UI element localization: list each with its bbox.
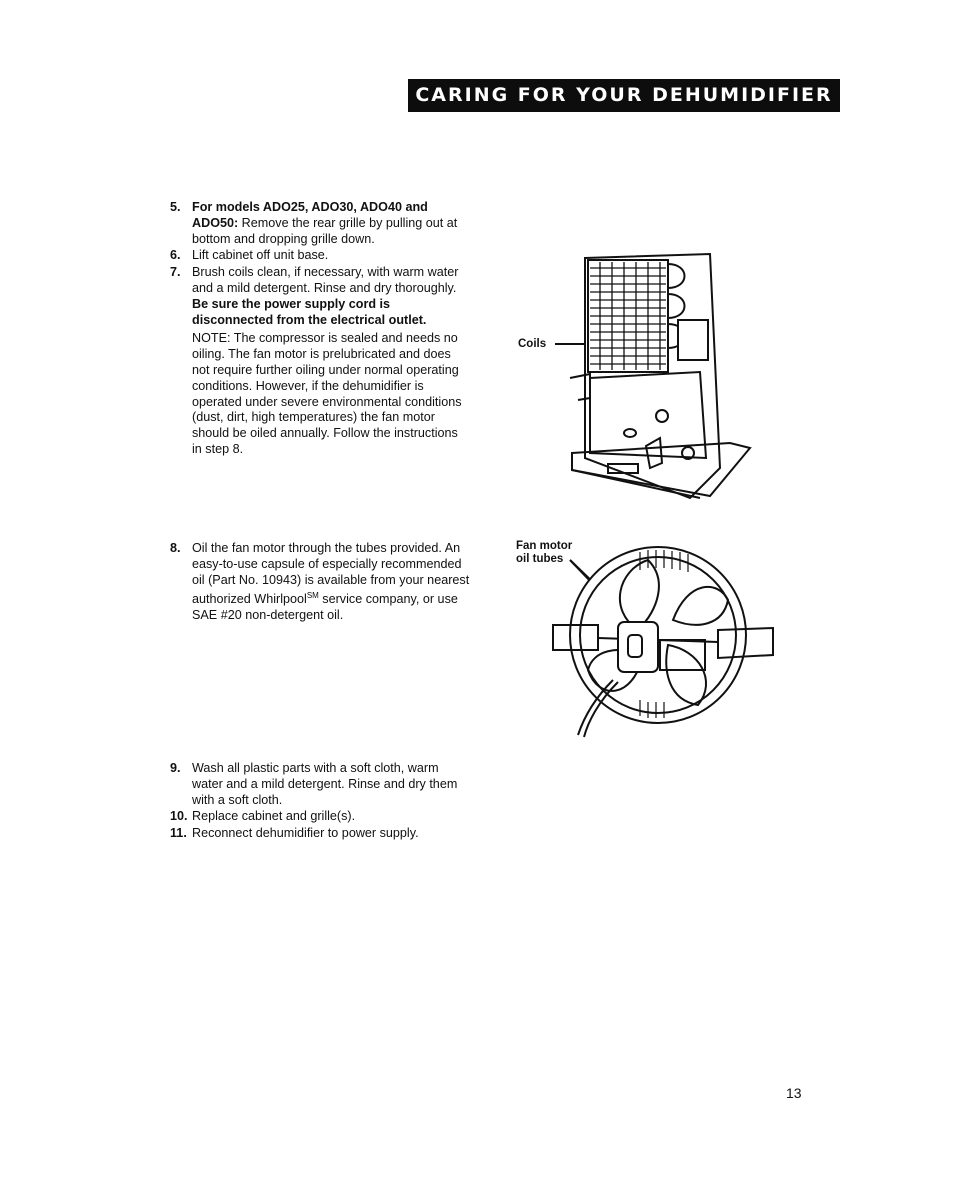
- fan-label-line1: Fan motor: [516, 540, 573, 552]
- coils-illustration: [550, 248, 760, 508]
- note-label: NOTE:: [192, 331, 231, 346]
- service-mark: SM: [306, 591, 319, 601]
- steps-9-11: [170, 761, 470, 843]
- note: [170, 331, 470, 457]
- step-7-text: Brush coils clean, if necessary, with warm water and a mild detergent. Rinse and dry thoroughly.: [192, 265, 459, 295]
- fan-illustration: [548, 530, 778, 740]
- step-8-text-a: Oil the fan motor through the tubes provided. An easy-to-use capsule of especially recommended oil (Part No. 10943) is available from your nearest authorized Whirlpool: [192, 541, 470, 607]
- page-number: 13: [786, 1085, 802, 1101]
- step-number: 6.: [170, 248, 181, 263]
- step-10: [170, 809, 470, 825]
- step-11: [170, 826, 470, 842]
- step-6: [170, 248, 470, 264]
- step-11-text: Reconnect dehumidifier to power supply.: [192, 826, 419, 841]
- step-8-text-b: service company, or use SAE #20 non-detergent oil.: [192, 592, 458, 623]
- step-10-text: Replace cabinet and grille(s).: [192, 809, 356, 824]
- step-number: 9.: [170, 761, 181, 775]
- step-5: [170, 200, 470, 247]
- step-7-warning: Be sure the power supply cord is disconnected from the electrical outlet.: [192, 296, 427, 327]
- step-number: 7.: [170, 265, 181, 280]
- step-9: [170, 761, 470, 808]
- fan-label-line2: oil tubes: [516, 553, 564, 565]
- step-number: 11.: [170, 826, 187, 841]
- step-6-text: Lift cabinet off unit base.: [192, 248, 329, 263]
- step-7: [170, 265, 470, 328]
- steps-5-7: [170, 200, 470, 458]
- step-number: 5.: [170, 200, 181, 214]
- note-text: The compressor is sealed and needs no oiling. The fan motor is prelubricated and does not require further oiling under normal operating conditions. However, if the dehumidifier is operated under severe environmental conditions (dust, dirt, high temperatures) the fan motor should be oiled annually. Follow the instructions in step 8.: [192, 331, 462, 456]
- coils-label: Coils: [518, 338, 547, 350]
- step-8-block: [170, 541, 470, 625]
- step-number: 8.: [170, 541, 181, 555]
- step-5-text: Remove the rear grille by pulling out at bottom and dropping grille down.: [192, 215, 458, 246]
- section-banner: CARING FOR YOUR DEHUMIDIFIER: [408, 79, 840, 112]
- step-5-models: For models ADO25, ADO30, ADO40 and ADO50:: [192, 200, 428, 230]
- step-8: [170, 541, 470, 624]
- step-9-text: Wash all plastic parts with a soft cloth, warm water and a mild detergent. Rinse and dry them with a soft cloth.: [192, 761, 458, 807]
- step-number: 10.: [170, 809, 188, 824]
